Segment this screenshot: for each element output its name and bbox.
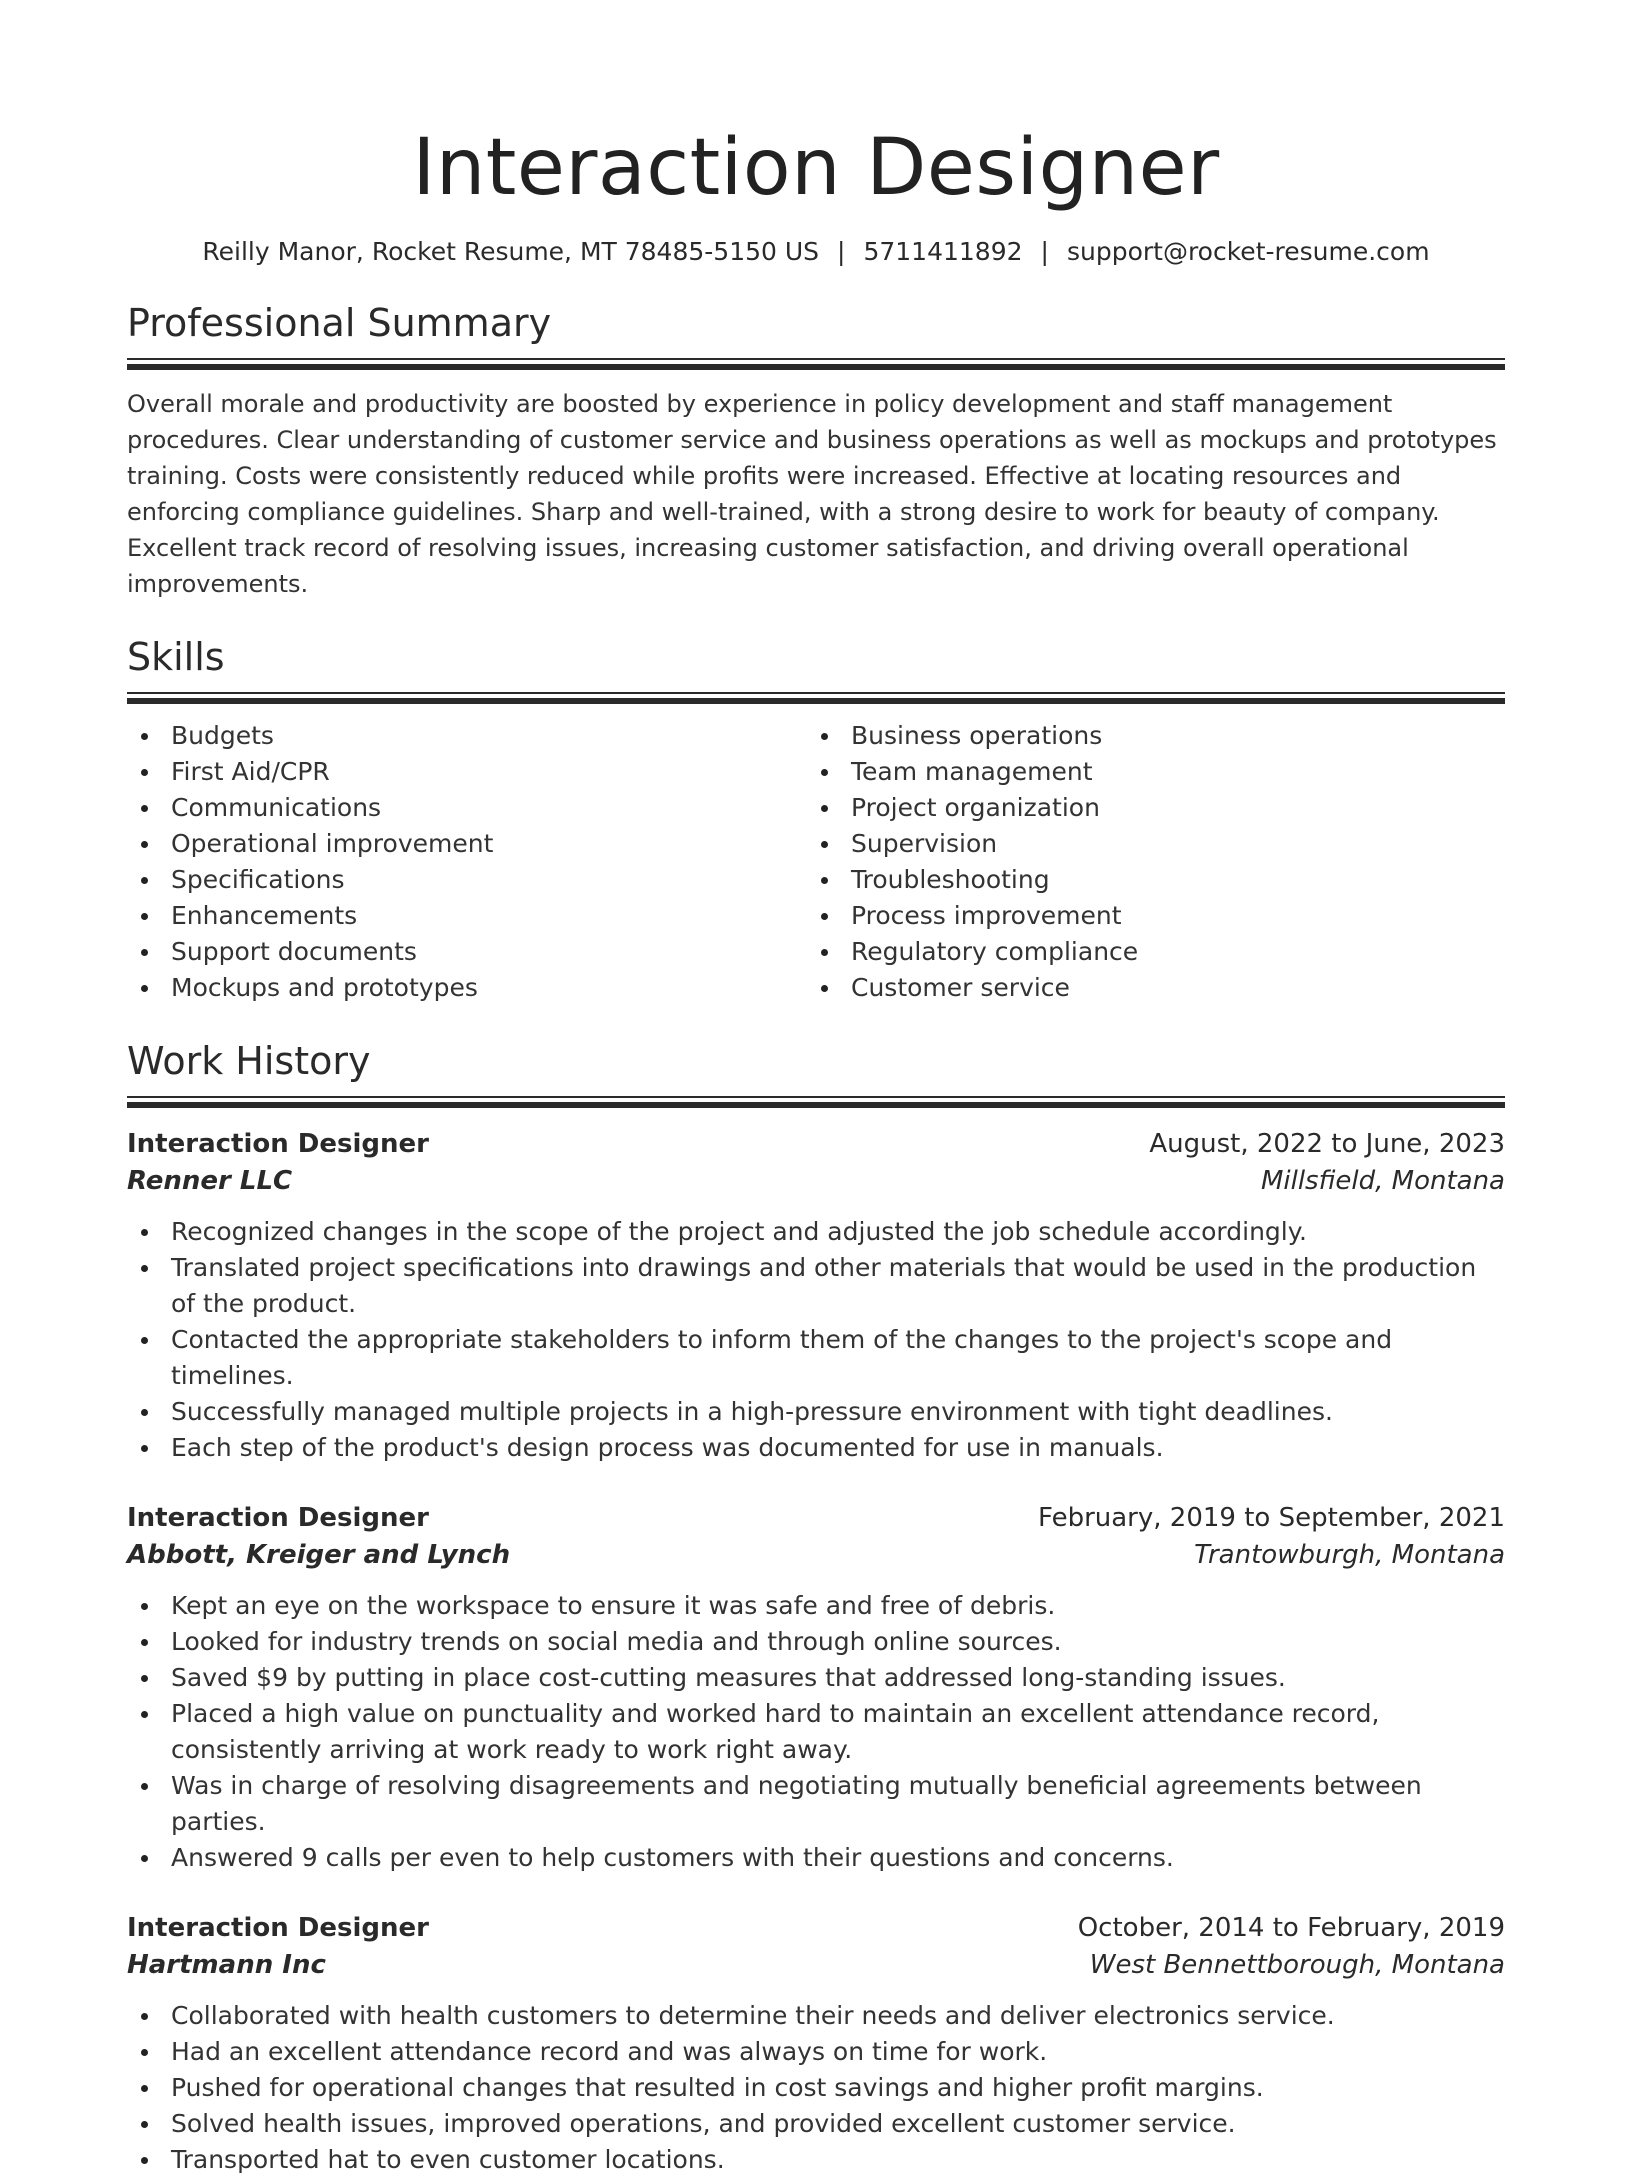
contact-separator: |: [1040, 237, 1049, 266]
section-heading-work-history: Work History: [127, 1039, 371, 1083]
summary-text: Overall morale and productivity are boosted by experience in policy development and staff management procedures. Clear understanding of customer service and business operations as well as mockups and prototypes training. Costs were consistently reduced while profits were increased. Effective at locating resources and enforcing compliance guidelines. Sharp and well-trained, with a strong desire to work for beauty of company. Excellent track record of resolving issues, increasing customer satisfaction, and driving overall operational improvements.: [127, 390, 1497, 598]
skill-item: Specifications: [127, 862, 807, 898]
resume-title: Interaction Designer: [412, 123, 1220, 213]
job-bullet: Had an excellent attendance record and was always on time for work.: [127, 2034, 1505, 2070]
skills-list: [127, 718, 1505, 1006]
skill-item: Regulatory compliance: [807, 934, 1487, 970]
job-bullet: Saved $9 by putting in place cost-cutting measures that addressed long-standing issues.: [127, 1660, 1505, 1696]
job-location: Millsfield, Montana: [1260, 1166, 1505, 1196]
section-divider: [127, 692, 1505, 704]
job-bullet: Solved health issues, improved operations, and provided excellent customer service.: [127, 2106, 1505, 2142]
job-title: Interaction Designer: [127, 1913, 429, 1943]
skills-column-right: [807, 718, 1487, 1006]
skills-column-left: [127, 718, 807, 1006]
job-bullets: [127, 1588, 1505, 1876]
job-header: [127, 1500, 1505, 1536]
job-title: Interaction Designer: [127, 1129, 429, 1159]
job-subheader: [127, 1162, 1505, 1200]
job-dates: October, 2014 to February, 2019: [1077, 1913, 1505, 1943]
job-header: [127, 1910, 1505, 1946]
job-bullet: Translated project specifications into drawings and other materials that would be used in the production of the product.: [127, 1250, 1505, 1322]
job-bullets: [127, 1214, 1505, 1466]
skill-item: Process improvement: [807, 898, 1487, 934]
job-bullet: Kept an eye on the workspace to ensure it was safe and free of debris.: [127, 1588, 1505, 1624]
job-entry: [127, 1910, 1505, 2178]
job-bullet: Pushed for operational changes that resulted in cost savings and higher profit margins.: [127, 2070, 1505, 2106]
section-divider: [127, 1096, 1505, 1108]
skill-item: Operational improvement: [127, 826, 807, 862]
job-header: [127, 1126, 1505, 1162]
job-dates: August, 2022 to June, 2023: [1149, 1129, 1505, 1159]
skill-item: Project organization: [807, 790, 1487, 826]
job-location: West Bennettborough, Montana: [1089, 1950, 1505, 1980]
job-bullet: Was in charge of resolving disagreements and negotiating mutually beneficial agreements between parties.: [127, 1768, 1505, 1840]
skill-item: Mockups and prototypes: [127, 970, 807, 1006]
job-bullet: Each step of the product's design process was documented for use in manuals.: [127, 1430, 1505, 1466]
job-bullet: Recognized changes in the scope of the project and adjusted the job schedule accordingly.: [127, 1214, 1505, 1250]
job-title: Interaction Designer: [127, 1503, 429, 1533]
job-bullet: Contacted the appropriate stakeholders to inform them of the changes to the project's scope and timelines.: [127, 1322, 1505, 1394]
job-location: Trantowburgh, Montana: [1194, 1540, 1505, 1570]
job-company: Renner LLC: [127, 1166, 293, 1196]
resume-page: [127, 0, 1505, 2178]
skill-item: First Aid/CPR: [127, 754, 807, 790]
job-bullet: Looked for industry trends on social media and through online sources.: [127, 1624, 1505, 1660]
skill-item: Troubleshooting: [807, 862, 1487, 898]
job-company: Abbott, Kreiger and Lynch: [127, 1540, 511, 1570]
job-bullet: Transported hat to even customer locations.: [127, 2142, 1505, 2178]
job-bullets: [127, 1998, 1505, 2178]
job-bullet: Placed a high value on punctuality and worked hard to maintain an excellent attendance record, consistently arriving at work ready to work right away.: [127, 1696, 1505, 1768]
skill-item: Customer service: [807, 970, 1487, 1006]
job-company: Hartmann Inc: [127, 1950, 326, 1980]
address: Reilly Manor, Rocket Resume, MT 78485-5150 US: [202, 237, 820, 266]
skill-item: Business operations: [807, 718, 1487, 754]
section-heading-skills: Skills: [127, 635, 225, 679]
email: support@rocket-resume.com: [1066, 237, 1430, 266]
job-subheader: [127, 1536, 1505, 1574]
skill-item: Communications: [127, 790, 807, 826]
skill-item: Enhancements: [127, 898, 807, 934]
job-subheader: [127, 1946, 1505, 1984]
contact-line: [127, 236, 1505, 268]
skill-item: Team management: [807, 754, 1487, 790]
job-bullet: Answered 9 calls per even to help customers with their questions and concerns.: [127, 1840, 1505, 1876]
job-entry: [127, 1500, 1505, 1876]
section-heading-summary: Professional Summary: [127, 301, 552, 345]
skill-item: Support documents: [127, 934, 807, 970]
section-divider: [127, 358, 1505, 370]
phone: 5711411892: [863, 237, 1023, 266]
job-bullet: Successfully managed multiple projects in a high-pressure environment with tight deadlines.: [127, 1394, 1505, 1430]
skill-item: Supervision: [807, 826, 1487, 862]
job-dates: February, 2019 to September, 2021: [1038, 1503, 1505, 1533]
job-entry: [127, 1126, 1505, 1466]
contact-separator: |: [837, 237, 846, 266]
skill-item: Budgets: [127, 718, 807, 754]
job-bullet: Collaborated with health customers to determine their needs and deliver electronics service.: [127, 1998, 1505, 2034]
